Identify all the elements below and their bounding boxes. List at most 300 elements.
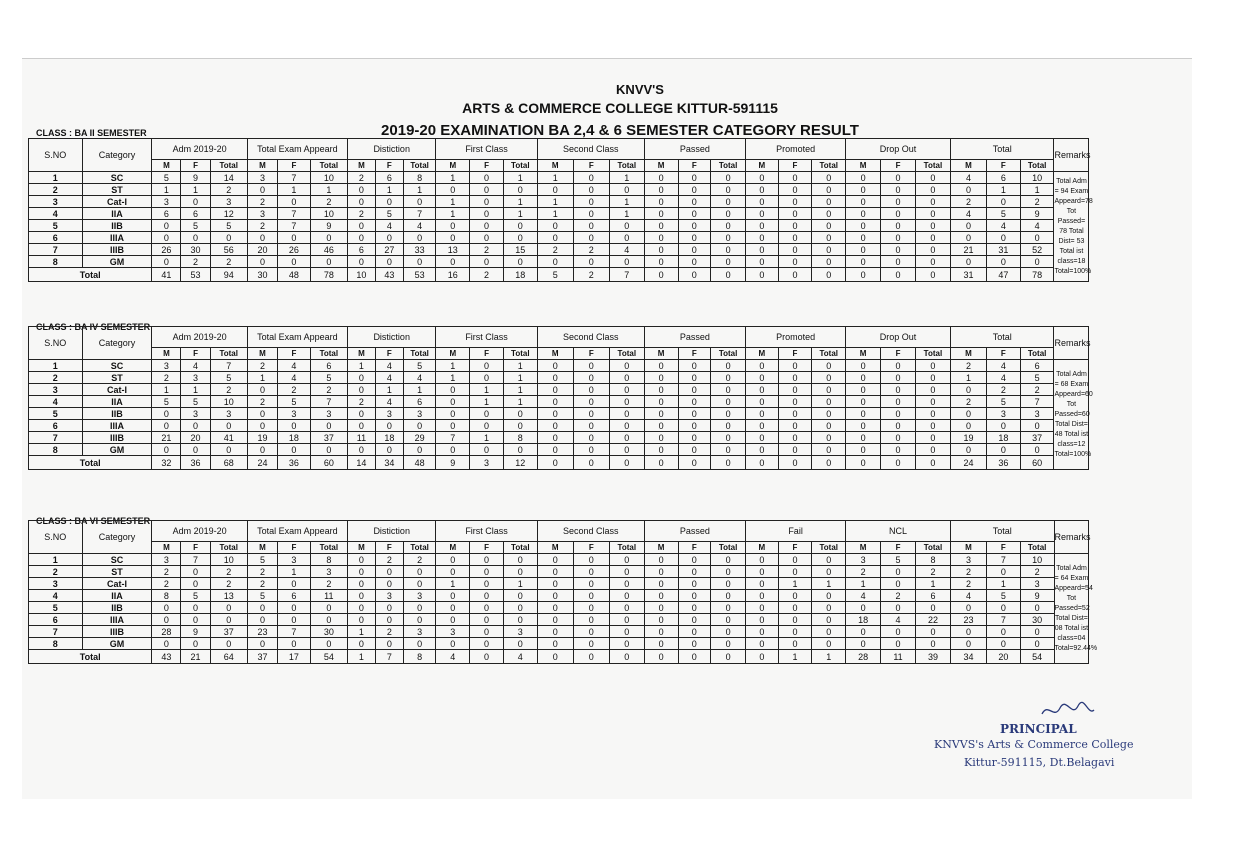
total-value-cell: 0	[537, 456, 573, 470]
value-cell: 1	[347, 360, 375, 372]
value-cell: 0	[778, 196, 812, 208]
value-cell: 0	[609, 184, 644, 196]
group-header: Passed	[644, 139, 745, 160]
value-cell: 0	[881, 232, 916, 244]
value-cell: 0	[347, 602, 375, 614]
value-cell: 0	[812, 360, 846, 372]
sno-cell: 1	[29, 172, 83, 184]
value-cell: 0	[846, 208, 881, 220]
value-cell: 0	[278, 232, 311, 244]
value-cell: 6	[403, 396, 436, 408]
value-cell: 0	[746, 384, 779, 396]
total-subheader: Total	[915, 542, 950, 554]
value-cell: 0	[846, 244, 881, 256]
principal-title: PRINCIPAL	[1000, 722, 1077, 736]
value-cell: 0	[746, 626, 779, 638]
category-cell: IIA	[82, 208, 152, 220]
value-cell: 5	[181, 590, 210, 602]
group-header: Total Exam Appeard	[247, 139, 347, 160]
value-cell: 8	[152, 590, 181, 602]
category-cell: Cat-I	[82, 384, 152, 396]
total-label: Total	[29, 456, 152, 470]
category-cell: IIA	[82, 396, 152, 408]
total-value-cell: 0	[746, 268, 779, 282]
subheader-row	[29, 542, 1170, 554]
value-cell: 1	[986, 184, 1020, 196]
value-cell: 0	[247, 408, 277, 420]
value-cell: 0	[503, 590, 537, 602]
value-cell: 0	[152, 220, 181, 232]
value-cell: 0	[503, 554, 537, 566]
value-cell: 0	[181, 638, 210, 650]
value-cell: 4	[846, 590, 881, 602]
value-cell: 1	[403, 384, 436, 396]
group-header: Passed	[644, 521, 745, 542]
value-cell: 0	[678, 638, 711, 650]
value-cell: 0	[609, 396, 644, 408]
value-cell: 0	[881, 372, 916, 384]
value-cell: 0	[812, 220, 846, 232]
group-header: Passed	[644, 327, 745, 348]
f-subheader: F	[881, 348, 916, 360]
table-row	[29, 384, 1170, 396]
value-cell: 0	[678, 614, 711, 626]
value-cell: 23	[247, 626, 277, 638]
total-value-cell: 30	[247, 268, 277, 282]
value-cell: 0	[503, 638, 537, 650]
value-cell: 3	[210, 196, 247, 208]
value-cell: 2	[247, 220, 277, 232]
m-subheader: M	[347, 348, 375, 360]
value-cell: 0	[310, 256, 347, 268]
value-cell: 0	[609, 626, 644, 638]
table-row	[29, 590, 1170, 602]
f-subheader: F	[573, 160, 609, 172]
value-cell: 0	[915, 408, 950, 420]
f-subheader: F	[678, 542, 711, 554]
value-cell: 1	[278, 566, 311, 578]
total-subheader: Total	[503, 348, 537, 360]
value-cell: 0	[746, 590, 779, 602]
value-cell: 1	[403, 184, 436, 196]
value-cell: 0	[678, 184, 711, 196]
value-cell: 0	[247, 184, 277, 196]
value-cell: 0	[347, 554, 375, 566]
f-subheader: F	[470, 542, 504, 554]
value-cell: 0	[812, 420, 846, 432]
value-cell: 0	[210, 444, 247, 456]
m-subheader: M	[537, 348, 573, 360]
value-cell: 23	[950, 614, 986, 626]
total-subheader: Total	[1020, 348, 1054, 360]
value-cell: 0	[711, 408, 746, 420]
value-cell: 0	[846, 408, 881, 420]
value-cell: 0	[609, 220, 644, 232]
value-cell: 0	[812, 232, 846, 244]
value-cell: 1	[950, 372, 986, 384]
value-cell: 0	[746, 444, 779, 456]
value-cell: 0	[347, 232, 375, 244]
value-cell: 0	[181, 602, 210, 614]
value-cell: 0	[915, 244, 950, 256]
value-cell: 0	[310, 444, 347, 456]
value-cell: 0	[746, 432, 779, 444]
result-table	[28, 326, 1170, 470]
value-cell: 0	[881, 444, 916, 456]
m-subheader: M	[152, 542, 181, 554]
m-subheader: M	[846, 160, 881, 172]
category-cell: IIIA	[82, 420, 152, 432]
category-header: Category	[82, 327, 152, 360]
value-cell: 5	[210, 372, 247, 384]
value-cell: 0	[573, 256, 609, 268]
value-cell: 0	[711, 626, 746, 638]
value-cell: 6	[152, 208, 181, 220]
value-cell: 0	[711, 172, 746, 184]
group-header: Second Class	[537, 139, 644, 160]
value-cell: 5	[152, 172, 181, 184]
value-cell: 0	[436, 408, 470, 420]
value-cell: 2	[210, 566, 247, 578]
value-cell: 2	[915, 566, 950, 578]
value-cell: 0	[470, 566, 504, 578]
f-subheader: F	[181, 348, 210, 360]
value-cell: 0	[573, 408, 609, 420]
total-value-cell: 43	[152, 650, 181, 664]
value-cell: 0	[470, 184, 504, 196]
value-cell: 1	[503, 396, 537, 408]
category-cell: IIB	[82, 220, 152, 232]
value-cell: 1	[152, 184, 181, 196]
value-cell: 0	[812, 614, 846, 626]
sno-cell: 3	[29, 196, 83, 208]
value-cell: 7	[403, 208, 436, 220]
value-cell: 0	[812, 590, 846, 602]
value-cell: 0	[347, 566, 375, 578]
value-cell: 0	[778, 184, 812, 196]
total-value-cell: 0	[915, 456, 950, 470]
total-value-cell: 9	[436, 456, 470, 470]
total-value-cell: 0	[711, 650, 746, 664]
value-cell: 0	[778, 590, 812, 602]
value-cell: 3	[436, 626, 470, 638]
value-cell: 13	[210, 590, 247, 602]
value-cell: 20	[247, 244, 277, 256]
total-subheader: Total	[403, 348, 436, 360]
value-cell: 0	[915, 420, 950, 432]
value-cell: 7	[436, 432, 470, 444]
value-cell: 0	[644, 172, 678, 184]
value-cell: 0	[152, 614, 181, 626]
m-subheader: M	[950, 348, 986, 360]
value-cell: 0	[609, 578, 644, 590]
value-cell: 5	[181, 220, 210, 232]
value-cell: 0	[678, 244, 711, 256]
total-value-cell: 0	[573, 650, 609, 664]
total-value-cell: 0	[678, 456, 711, 470]
value-cell: 2	[247, 396, 277, 408]
sno-header: S.NO	[29, 327, 83, 360]
total-value-cell: 78	[310, 268, 347, 282]
m-subheader: M	[152, 348, 181, 360]
value-cell: 3	[152, 360, 181, 372]
value-cell: 0	[915, 384, 950, 396]
value-cell: 0	[470, 554, 504, 566]
sno-cell: 2	[29, 566, 83, 578]
value-cell: 0	[987, 638, 1021, 650]
sno-cell: 2	[29, 372, 83, 384]
value-cell: 4	[950, 590, 986, 602]
principal-college: KNVVS's Arts & Commerce College	[934, 738, 1134, 751]
table-row	[29, 196, 1170, 208]
value-cell: 7	[278, 220, 311, 232]
value-cell: 0	[347, 384, 375, 396]
sno-cell: 8	[29, 256, 83, 268]
value-cell: 0	[711, 256, 746, 268]
value-cell: 0	[644, 384, 678, 396]
value-cell: 0	[537, 578, 573, 590]
total-value-cell: 60	[310, 456, 347, 470]
value-cell: 3	[1020, 408, 1054, 420]
value-cell: 0	[609, 614, 644, 626]
value-cell: 0	[678, 396, 711, 408]
value-cell: 5	[247, 590, 277, 602]
value-cell: 0	[746, 408, 779, 420]
value-cell: 0	[746, 420, 779, 432]
value-cell: 33	[403, 244, 436, 256]
value-cell: 0	[436, 396, 470, 408]
value-cell: 2	[986, 384, 1020, 396]
value-cell: 0	[375, 232, 403, 244]
value-cell: 0	[403, 566, 436, 578]
total-value-cell: 0	[609, 650, 644, 664]
value-cell: 1	[470, 384, 504, 396]
total-value-cell: 39	[915, 650, 950, 664]
total-value-cell: 0	[778, 456, 812, 470]
m-subheader: M	[644, 542, 678, 554]
value-cell: 0	[950, 444, 986, 456]
value-cell: 0	[436, 444, 470, 456]
remarks-cell: Total Adm = 64 Exam Appeard=54 Tot Passed=52 Total Dist= 08 Total ist class=04 Total=92.44%	[1054, 554, 1089, 664]
result-table	[28, 138, 1170, 282]
total-value-cell: 0	[537, 650, 573, 664]
value-cell: 1	[181, 184, 210, 196]
value-cell: 4	[278, 372, 311, 384]
value-cell: 0	[644, 602, 678, 614]
report-title: 2019-20 EXAMINATION BA 2,4 & 6 SEMESTER CATEGORY RESULT	[381, 122, 859, 139]
value-cell: 0	[375, 578, 403, 590]
value-cell: 0	[915, 208, 950, 220]
value-cell: 0	[711, 420, 746, 432]
f-subheader: F	[986, 348, 1020, 360]
value-cell: 0	[986, 420, 1020, 432]
sno-header: S.NO	[29, 139, 83, 172]
m-subheader: M	[846, 348, 881, 360]
value-cell: 0	[950, 184, 986, 196]
value-cell: 0	[375, 602, 403, 614]
remarks-cell: Total Adm = 68 Exam Appeard=60 Tot Passed=60 Total Dist= 48 Total ist class=12 Total=100%	[1054, 360, 1089, 470]
value-cell: 6	[310, 360, 347, 372]
value-cell: 0	[711, 244, 746, 256]
value-cell: 0	[846, 444, 881, 456]
table-row	[29, 256, 1170, 268]
table-row	[29, 626, 1170, 638]
value-cell: 0	[152, 638, 181, 650]
total-value-cell: 0	[678, 650, 711, 664]
value-cell: 0	[503, 256, 537, 268]
value-cell: 0	[678, 232, 711, 244]
group-header: Distiction	[347, 139, 435, 160]
value-cell: 3	[278, 408, 311, 420]
f-subheader: F	[881, 542, 916, 554]
value-cell: 0	[846, 172, 881, 184]
total-subheader: Total	[711, 160, 746, 172]
value-cell: 0	[846, 626, 881, 638]
value-cell: 31	[986, 244, 1020, 256]
value-cell: 0	[310, 420, 347, 432]
total-value-cell: 5	[537, 268, 573, 282]
m-subheader: M	[950, 160, 986, 172]
category-cell: GM	[82, 444, 152, 456]
total-value-cell: 60	[1020, 456, 1054, 470]
value-cell: 0	[278, 256, 311, 268]
table-row	[29, 184, 1170, 196]
total-row	[29, 268, 1170, 282]
total-value-cell: 36	[986, 456, 1020, 470]
class-label: CLASS : BA VI SEMESTER	[36, 516, 151, 526]
sno-cell: 1	[29, 360, 83, 372]
category-cell: ST	[82, 566, 152, 578]
value-cell: 7	[310, 396, 347, 408]
total-subheader: Total	[503, 542, 537, 554]
value-cell: 0	[746, 184, 779, 196]
value-cell: 0	[181, 420, 210, 432]
total-subheader: Total	[210, 160, 247, 172]
signature-scribble-icon	[1038, 700, 1098, 722]
group-header: First Class	[436, 521, 537, 542]
total-value-cell: 0	[644, 456, 678, 470]
value-cell: 0	[573, 232, 609, 244]
total-value-cell: 34	[950, 650, 986, 664]
value-cell: 1	[347, 626, 375, 638]
value-cell: 0	[503, 220, 537, 232]
value-cell: 26	[152, 244, 181, 256]
value-cell: 14	[210, 172, 247, 184]
f-subheader: F	[778, 160, 812, 172]
value-cell: 0	[678, 256, 711, 268]
value-cell: 0	[247, 614, 277, 626]
total-value-cell: 1	[778, 650, 812, 664]
value-cell: 5	[210, 220, 247, 232]
value-cell: 0	[573, 196, 609, 208]
value-cell: 0	[436, 384, 470, 396]
value-cell: 0	[644, 232, 678, 244]
value-cell: 0	[950, 232, 986, 244]
value-cell: 18	[375, 432, 403, 444]
value-cell: 4	[278, 360, 311, 372]
group-header: Total Exam Appeard	[247, 521, 347, 542]
value-cell: 0	[609, 638, 644, 650]
table-row	[29, 432, 1170, 444]
value-cell: 0	[247, 256, 277, 268]
value-cell: 0	[436, 602, 470, 614]
sno-cell: 4	[29, 208, 83, 220]
total-value-cell: 78	[1020, 268, 1054, 282]
value-cell: 0	[210, 638, 247, 650]
value-cell: 0	[644, 614, 678, 626]
value-cell: 0	[881, 432, 916, 444]
value-cell: 0	[470, 232, 504, 244]
total-subheader: Total	[812, 160, 846, 172]
value-cell: 0	[210, 420, 247, 432]
value-cell: 1	[537, 208, 573, 220]
value-cell: 1	[537, 196, 573, 208]
value-cell: 0	[573, 626, 609, 638]
f-subheader: F	[375, 348, 403, 360]
value-cell: 0	[678, 602, 711, 614]
value-cell: 2	[470, 244, 504, 256]
group-header: Adm 2019-20	[152, 521, 247, 542]
value-cell: 0	[987, 626, 1021, 638]
value-cell: 0	[812, 256, 846, 268]
table-row	[29, 372, 1170, 384]
value-cell: 1	[278, 184, 311, 196]
value-cell: 0	[746, 232, 779, 244]
value-cell: 0	[812, 432, 846, 444]
value-cell: 2	[210, 184, 247, 196]
total-value-cell: 0	[746, 456, 779, 470]
f-subheader: F	[986, 160, 1020, 172]
total-value-cell: 0	[573, 456, 609, 470]
total-label: Total	[29, 268, 152, 282]
value-cell: 27	[375, 244, 403, 256]
value-cell: 0	[403, 578, 436, 590]
value-cell: 2	[881, 590, 916, 602]
value-cell: 0	[746, 396, 779, 408]
value-cell: 0	[986, 232, 1020, 244]
total-value-cell: 0	[711, 456, 746, 470]
value-cell: 0	[537, 638, 573, 650]
value-cell: 0	[778, 614, 812, 626]
value-cell: 0	[403, 444, 436, 456]
value-cell: 0	[812, 626, 846, 638]
value-cell: 0	[678, 372, 711, 384]
f-subheader: F	[375, 542, 403, 554]
value-cell: 0	[181, 578, 210, 590]
value-cell: 1	[152, 384, 181, 396]
value-cell: 3	[403, 626, 436, 638]
f-subheader: F	[678, 348, 711, 360]
total-value-cell: 0	[915, 268, 950, 282]
category-cell: GM	[82, 256, 152, 268]
value-cell: 0	[644, 196, 678, 208]
result-table	[28, 520, 1170, 664]
value-cell: 0	[347, 578, 375, 590]
value-cell: 0	[644, 372, 678, 384]
value-cell: 11	[310, 590, 347, 602]
value-cell: 6	[986, 172, 1020, 184]
total-value-cell: 3	[470, 456, 504, 470]
value-cell: 2	[375, 554, 403, 566]
f-subheader: F	[881, 160, 916, 172]
value-cell: 3	[210, 408, 247, 420]
total-value-cell: 0	[609, 456, 644, 470]
value-cell: 3	[375, 408, 403, 420]
value-cell: 6	[347, 244, 375, 256]
group-header: Total Exam Appeard	[247, 327, 347, 348]
total-subheader: Total	[310, 348, 347, 360]
value-cell: 4	[1020, 220, 1054, 232]
